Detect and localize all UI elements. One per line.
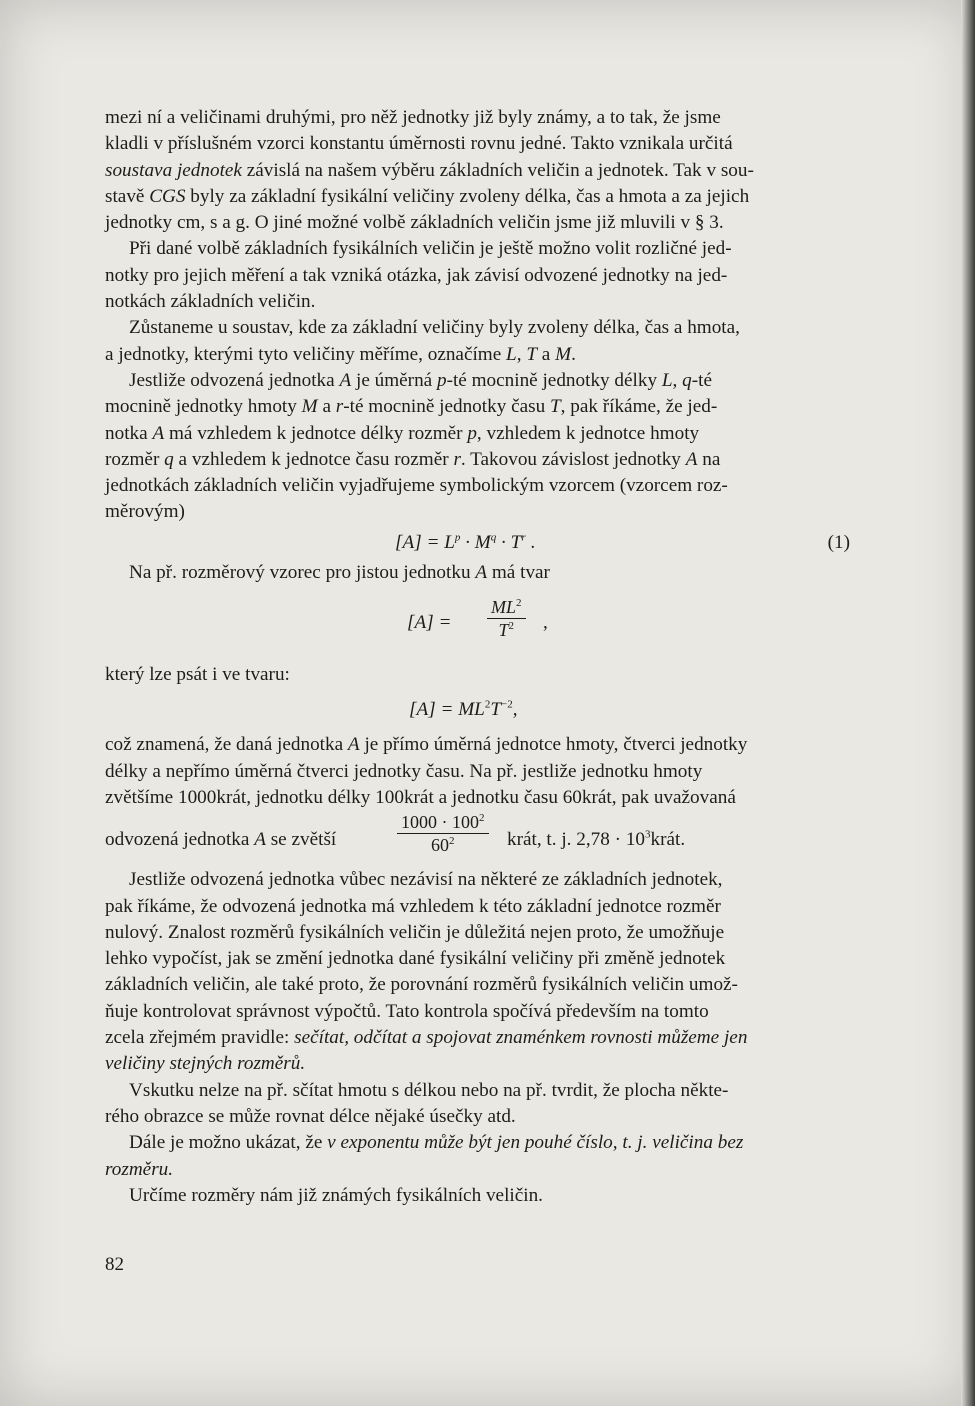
text-line: délky a nepřímo úměrná čtverci jednotky času. Na př. jestliže jednotku hmoty xyxy=(105,760,703,782)
paragraph-2 xyxy=(105,236,850,315)
symbol: A xyxy=(685,448,698,470)
exponent: p xyxy=(454,531,461,544)
text-line xyxy=(105,1157,850,1183)
paragraph-11 xyxy=(105,1183,850,1209)
equation-formula xyxy=(409,688,518,732)
symbol: A xyxy=(339,369,352,391)
equation-1 xyxy=(105,526,850,560)
text-span: má vzhledem k jednotce délky rozměr xyxy=(164,422,468,444)
text-line xyxy=(105,1025,850,1051)
text-line: zvětšíme 1000krát, jednotku délky 100krát a jednotku času 60krát, pak uvažovaná xyxy=(105,786,736,808)
text-line: notkách základních veličin. xyxy=(105,291,316,313)
text-span: , xyxy=(516,343,527,365)
text-line xyxy=(105,421,850,447)
text-span: . Takovou závislost jednotky xyxy=(460,448,686,470)
text-span: . xyxy=(571,343,576,365)
text-span: krát, t. j. 2,78 · 10 xyxy=(507,829,646,851)
symbol: A xyxy=(152,422,165,444)
text-line xyxy=(105,184,850,210)
formula-part: T xyxy=(498,620,509,641)
formula-part: [A] = L xyxy=(395,531,455,553)
text-line: pak říkáme, že odvozená jednotka má vzhledem k této základní jednotce rozměr xyxy=(105,895,721,917)
text-span: což znamená, že daná jednotka xyxy=(105,734,348,756)
text-line-with-fraction xyxy=(105,811,850,867)
formula-part: , xyxy=(512,699,518,721)
symbol: p xyxy=(467,422,477,444)
text-span: -té mocnině jednotky délky xyxy=(446,369,662,391)
text-line: Určíme rozměry nám již známých fysikálních veličin. xyxy=(129,1184,543,1206)
exponent: 2 xyxy=(449,835,455,848)
text-line xyxy=(105,368,850,394)
equation-number: (1) xyxy=(827,531,850,553)
text-span: a xyxy=(317,396,336,418)
symbol: r xyxy=(453,448,461,470)
text-span: odvozená jednotka xyxy=(105,829,255,851)
italic-term: CGS xyxy=(149,185,186,207)
symbol: q xyxy=(164,448,174,470)
text-span: je přímo úměrná jednotce hmoty, čtverci jednotky xyxy=(359,734,748,756)
text-line: měrovým) xyxy=(105,501,185,523)
text-span: závislá na našem výběru základních veličin a jednotek. Tak v sou- xyxy=(241,159,754,181)
page-number: 82 xyxy=(105,1254,124,1275)
formula-part: · M xyxy=(460,531,491,553)
text-line: jednotkách základních veličin vyjadřujeme symbolickým vzorcem (vzorcem roz- xyxy=(105,475,728,497)
text-span: je úměrná xyxy=(351,369,437,391)
equation-comma: , xyxy=(543,612,548,634)
exponent: q xyxy=(490,531,497,544)
text-line: základních veličin, ale také proto, že porovnání rozměrů fysikálních veličin umož- xyxy=(105,974,738,996)
symbol: A xyxy=(254,829,266,851)
equation-2 xyxy=(105,592,850,658)
formula-part: . xyxy=(525,531,536,553)
italic-rule: rozměru. xyxy=(105,1158,174,1180)
exponent: 2 xyxy=(516,597,522,610)
formula-part: · T xyxy=(496,531,522,553)
formula-part: ML xyxy=(491,597,517,618)
paragraph-3 xyxy=(105,315,850,368)
text-span: -té mocnině jednotky času xyxy=(343,396,550,418)
text-line: mezi ní a veličinami druhými, pro něž jednotky již byly známy, a to tak, že jsme xyxy=(105,107,721,128)
text-span: mocnině jednotky hmoty xyxy=(105,396,302,418)
exponent: r xyxy=(521,531,526,544)
text-line xyxy=(105,560,850,586)
paragraph-5 xyxy=(105,560,850,586)
italic-rule: v exponentu může být jen pouhé číslo, t. j. veličina bez xyxy=(327,1132,744,1154)
text-span: stavě xyxy=(105,185,150,207)
text-span xyxy=(507,827,685,853)
text-line: rého obrazce se může rovnat délce nějaké úsečky atd. xyxy=(105,1105,516,1127)
fraction-denominator xyxy=(427,834,459,856)
text-span: rozměr xyxy=(105,448,165,470)
paragraph-8 xyxy=(105,867,850,1077)
exponent: 2 xyxy=(508,620,515,633)
text-line: ňuje kontrolovat správnost výpočtů. Tato kontrola spočívá především na tomto xyxy=(105,1000,709,1022)
text-line: Vskutku nelze na př. sčítat hmotu s délkou nebo na př. tvrdit, že plocha někte- xyxy=(129,1079,729,1101)
paragraph-1 xyxy=(105,105,850,236)
text-span: , pak říkáme, že jed- xyxy=(560,396,718,418)
symbol: r xyxy=(335,396,344,418)
fraction xyxy=(487,596,526,641)
symbol: p xyxy=(436,369,447,391)
text-span: Jestliže odvozená jednotka xyxy=(129,369,340,391)
text-span: a vzhledem k jednotce času rozměr xyxy=(173,448,454,470)
text-line xyxy=(105,732,850,758)
scan-edge xyxy=(961,0,975,1406)
text-span: a xyxy=(536,343,556,365)
formula-part: [A] = xyxy=(407,612,452,634)
text-line: jednotky cm, s a g. O jiné možné volbě základních veličin jsme již mluvili v § 3. xyxy=(105,212,724,234)
text-line: Zůstaneme u soustav, kde za základní veličiny byly zvoleny délka, čas a hmota, xyxy=(129,317,740,339)
text-span: notka xyxy=(105,422,153,444)
symbol: T xyxy=(549,396,561,418)
exponent: 2 xyxy=(479,812,485,825)
text-line xyxy=(105,342,850,368)
page-text xyxy=(105,105,850,1209)
text-span: na xyxy=(697,448,721,470)
fraction-denominator xyxy=(495,619,519,641)
symbol: M xyxy=(555,343,572,365)
exponent: 2 xyxy=(484,698,491,711)
text-span: Na př. rozměrový vzorec pro jistou jednotku xyxy=(129,561,476,583)
text-line xyxy=(105,394,850,420)
text-span: Dále je možno ukázat, že xyxy=(129,1132,328,1154)
text-line: Jestliže odvozená jednotka vůbec nezávisí na některé ze základních jednotek, xyxy=(129,869,723,891)
text-line: který lze psát i ve tvaru: xyxy=(105,664,290,686)
text-span xyxy=(105,827,336,853)
symbol: L xyxy=(506,343,517,365)
text-span: zcela zřejmém pravidle: xyxy=(105,1027,295,1049)
text-span: má tvar xyxy=(487,561,550,583)
text-line: kladli v příslušném vzorci konstantu úměrnosti rovnu jedné. Takto vznikala určitá xyxy=(105,133,733,155)
text-span: , vzhledem k jednotce hmoty xyxy=(476,422,700,444)
text-line: lehko vypočíst, jak se změní jednotka dané fysikální veličiny při změně jednotek xyxy=(105,948,726,970)
text-line: notky pro jejich měření a tak vzniká otázka, jak závisí odvozené jednotky na jed- xyxy=(105,264,728,286)
fraction-numerator xyxy=(397,811,489,834)
formula-part: [A] = ML xyxy=(409,699,485,721)
text-span: , xyxy=(672,369,683,391)
symbol: T xyxy=(526,343,537,365)
text-line xyxy=(105,447,850,473)
text-line xyxy=(105,1051,850,1077)
fraction-numerator xyxy=(487,596,526,619)
symbol: q xyxy=(682,369,692,391)
text-span: a jednotky, kterými tyto veličiny měříme, označíme xyxy=(105,343,507,365)
text-line xyxy=(105,158,850,184)
symbol: M xyxy=(301,396,318,418)
paragraph-10 xyxy=(105,1130,850,1183)
paragraph-6 xyxy=(105,662,850,688)
text-line: Při dané volbě základních fysikálních veličin je ještě možno volit rozličné jed- xyxy=(129,238,732,260)
italic-term: soustava jednotek xyxy=(105,159,242,181)
text-span: -té xyxy=(691,369,712,391)
equation-formula xyxy=(395,526,535,560)
paragraph-7 xyxy=(105,732,850,867)
equation-lhs xyxy=(407,610,451,636)
text-line: nulový. Znalost rozměrů fysikálních veličin je důležitá nejen proto, že umožňuje xyxy=(105,921,725,943)
italic-rule: sečítat, odčítat a spojovat znaménkem rovnosti můžeme jen xyxy=(294,1027,748,1049)
italic-rule: veličiny stejných rozměrů. xyxy=(105,1053,306,1075)
paragraph-9 xyxy=(105,1078,850,1131)
symbol: L xyxy=(661,369,673,391)
symbol: A xyxy=(347,734,360,756)
text-line xyxy=(105,1130,850,1156)
text-span: byly za základní fysikální veličiny zvoleny délka, čas a hmota a za jejich xyxy=(185,185,750,207)
paragraph-4 xyxy=(105,368,850,526)
exponent: 3 xyxy=(645,828,651,841)
text-span: krát. xyxy=(650,829,686,851)
formula-part: 60 xyxy=(431,835,449,856)
fraction xyxy=(397,811,489,856)
formula-part: 1000 · 100 xyxy=(401,812,479,833)
symbol: A xyxy=(475,561,488,583)
exponent: −2 xyxy=(501,698,513,711)
equation-3 xyxy=(105,688,850,732)
formula-part: T xyxy=(490,699,502,721)
text-span: se zvětší xyxy=(265,829,337,851)
